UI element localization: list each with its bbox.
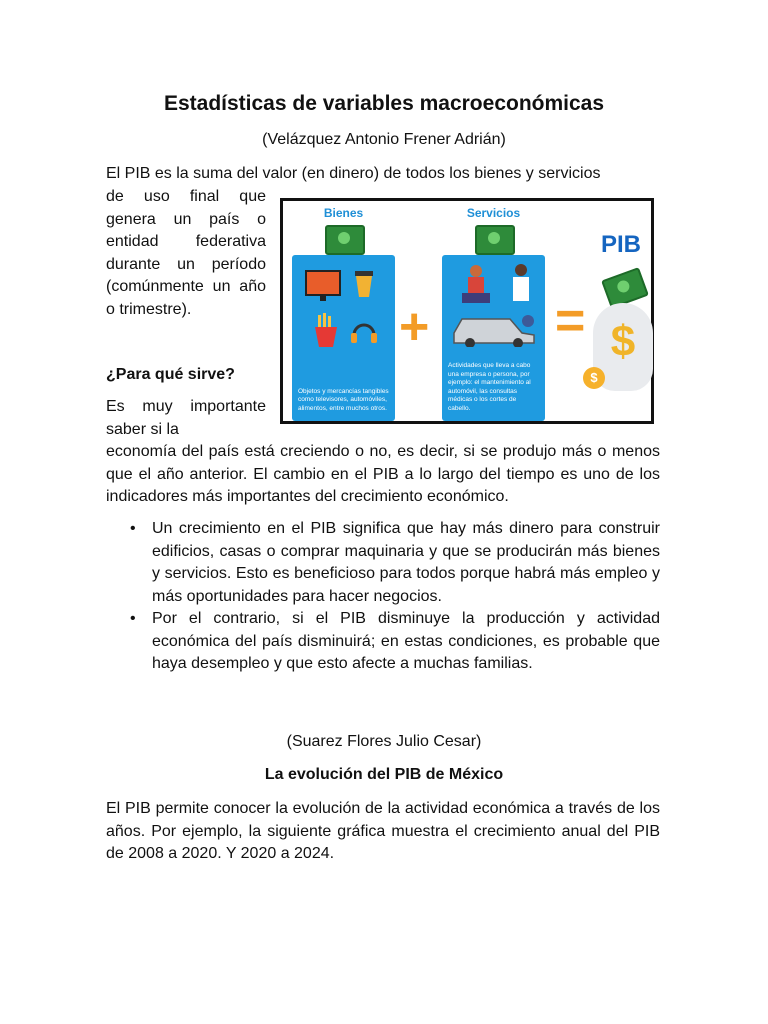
- money-icon: [475, 225, 515, 255]
- servicios-title: Servicios: [466, 206, 521, 220]
- bullet-text: Por el contrario, si el PIB disminuye la producción y actividad económica del país disminuirá; en estas condiciones, es probable que haya desempleo y que esto afecte a muchas familias.: [152, 610, 660, 672]
- equals-sign: =: [555, 292, 586, 350]
- barber-icon: [456, 263, 496, 309]
- bullet-dot: •: [130, 610, 136, 627]
- list-item: [106, 608, 660, 676]
- bienes-caption: Objetos y mercancías tangibles como televisores, automóviles, alimentos, entre muchos otros.: [298, 387, 389, 412]
- document-title: Estadísticas de variables macroeconómicas: [163, 92, 605, 115]
- servicios-caption: Actividades que lleva a cabo una empresa o persona, por ejemplo: el mantenimiento al automóvil, las consultas médicas o los cortes de cabello.: [448, 362, 531, 412]
- coin-icon: $: [583, 367, 605, 389]
- coffee-cup-icon: [352, 269, 376, 299]
- bullet-text: Un crecimiento en el PIB significa que hay más dinero para construir edificios, casas o comprar maquinaria y que se producirán más bienes y servicios. Esto es beneficioso para todos porque habrá más empleo y más oportunidades para hacer negocios.: [152, 520, 660, 605]
- intro-wrapped-text: de uso final que genera un país o entidad federativa durante un período (comúnmente un año o trimestre).: [106, 188, 266, 318]
- headphones-icon: [348, 315, 380, 347]
- tv-icon: [304, 269, 344, 303]
- list-item: [106, 518, 660, 608]
- importance-wrapped-text: Es muy importante saber si la: [106, 398, 266, 438]
- bag-dollar-sign: $: [610, 317, 636, 366]
- section-heading-para-que: ¿Para qué sirve?: [106, 366, 235, 383]
- servicios-panel: [442, 255, 545, 421]
- bullet-list: [106, 518, 660, 676]
- evolucion-text: El PIB permite conocer la evolución de la actividad económica a través de los años. Por ejemplo, la siguiente gráfica muestra el crecimiento anual del PIB de 2008 a 2020. Y 2020 a 2024.: [106, 800, 660, 862]
- bienes-panel: [292, 255, 395, 421]
- bienes-title: Bienes: [323, 206, 364, 220]
- importance-text: economía del país está creciendo o no, es decir, si se produjo más o menos que el año anterior. El cambio en el PIB a lo largo del tiempo es uno de los indicadores más importantes del crecimiento económico.: [106, 443, 660, 505]
- car-repair-icon: [448, 307, 540, 347]
- doctor-icon: [508, 263, 534, 305]
- section-heading-evolucion: La evolución del PIB de México: [264, 766, 504, 783]
- author-credit: (Velázquez Antonio Frener Adrián): [262, 131, 506, 148]
- intro-line: El PIB es la suma del valor (en dinero) de todos los bienes y servicios: [106, 165, 601, 182]
- pib-label: PIB: [601, 231, 642, 258]
- money-icon: [325, 225, 365, 255]
- fries-icon: [312, 313, 340, 349]
- pib-infographic: [280, 198, 654, 424]
- bullet-dot: •: [130, 520, 136, 537]
- author-credit-2: (Suarez Flores Julio Cesar): [286, 733, 482, 750]
- plus-sign: +: [399, 298, 430, 356]
